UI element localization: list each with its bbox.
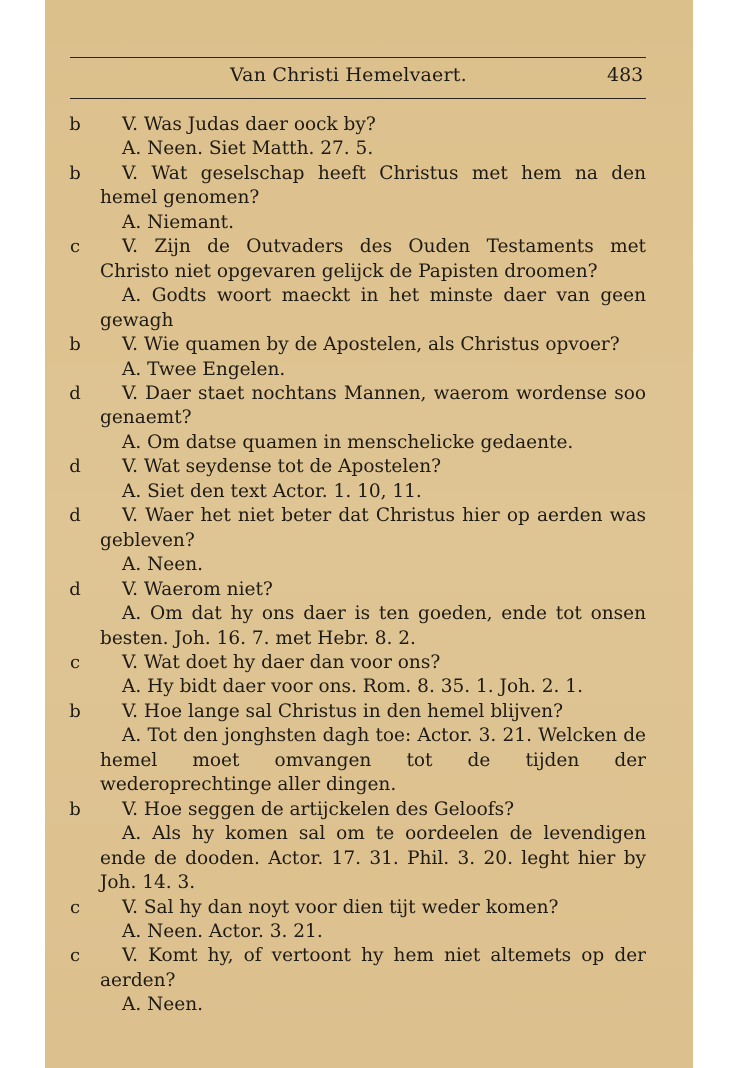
question: V. Hoe lange sal Christus in den hemel blijven?	[122, 700, 563, 722]
question: V. Daer staet nochtans Mannen, waerom wordense soo genaemt?	[100, 382, 646, 429]
qa-entry	[69, 333, 646, 382]
margin-marker: b	[69, 334, 81, 356]
margin-marker: c	[69, 651, 81, 673]
question: V. Wie quamen by de Apostelen, als Christus opvoer?	[122, 334, 620, 356]
header-rule-top	[70, 57, 646, 58]
margin-marker: d	[69, 578, 81, 600]
answer: A. Neen. Actor. 3. 21.	[122, 920, 323, 942]
answer: A. Neen. Siet Matth. 27. 5.	[122, 138, 374, 160]
qa-entry	[69, 578, 646, 651]
running-header-title: Van Christi Hemelvaert.	[230, 64, 467, 86]
qa-entry	[69, 235, 646, 333]
answer: A. Hy bidt daer voor ons. Rom. 8. 35. 1. Joh. 2. 1.	[122, 676, 583, 698]
margin-marker: c	[69, 945, 81, 967]
question: V. Wat doet hy daer dan voor ons?	[122, 651, 441, 673]
answer: A. Als hy komen sal om te oordeelen de levendigen ende de dooden. Actor. 17. 31. Phil. 3. 20. leght hier by Joh. 14. 3.	[100, 823, 646, 894]
margin-marker: d	[69, 456, 81, 478]
answer: A. Godts woort maeckt in het minste daer van geen gewagh	[100, 285, 646, 331]
margin-marker: c	[69, 236, 81, 258]
answer: A. Om datse quamen in menschelicke gedaente.	[122, 431, 574, 453]
qa-entry	[69, 504, 646, 577]
answer: A. Om dat hy ons daer is ten goeden, ende tot onsen besten. Joh. 16. 7. met Hebr. 8. 2.	[100, 603, 646, 649]
qa-entry	[69, 700, 646, 798]
qa-entry	[69, 944, 646, 1017]
margin-marker: b	[69, 162, 81, 184]
margin-marker: b	[69, 114, 81, 135]
question: V. Zijn de Outvaders des Ouden Testaments met Christo niet opgevaren gelijck de Papisten droomen?	[100, 236, 646, 282]
question: V. Waerom niet?	[122, 578, 273, 600]
answer: A. Neen.	[122, 994, 204, 1016]
answer: A. Neen.	[122, 554, 204, 576]
catechism-text	[69, 113, 646, 1018]
question: V. Was Judas daer oock by?	[122, 114, 376, 135]
margin-marker: d	[69, 382, 81, 404]
margin-marker: b	[69, 700, 81, 722]
margin-marker: c	[69, 896, 81, 918]
qa-entry	[69, 896, 646, 945]
qa-entry	[69, 455, 646, 504]
margin-marker: b	[69, 798, 81, 820]
answer: A. Niemant.	[122, 211, 234, 233]
question: V. Hoe seggen de artijckelen des Geloofs?	[122, 798, 515, 820]
qa-entry	[69, 798, 646, 896]
answer: A. Twee Engelen.	[122, 358, 286, 380]
answer: A. Tot den jonghsten dagh toe: Actor. 3. 21. Welcken de hemel moet omvangen tot de tijden der wederoprechtinge aller dingen.	[100, 725, 646, 796]
question: V. Komt hy, of vertoont hy hem niet altemets op der aerden?	[100, 945, 646, 991]
qa-entry	[69, 382, 646, 455]
question: V. Wat geselschap heeft Christus met hem na den hemel genomen?	[100, 162, 646, 209]
question: V. Waer het niet beter dat Christus hier op aerden was gebleven?	[100, 505, 646, 551]
answer: A. Siet den text Actor. 1. 10, 11.	[122, 480, 422, 502]
page-number: 483	[607, 64, 644, 86]
qa-entry	[69, 651, 646, 700]
header-rule-bottom	[70, 98, 646, 99]
margin-marker: d	[69, 505, 81, 527]
qa-entry	[69, 113, 646, 162]
question: V. Sal hy dan noyt voor dien tijt weder komen?	[122, 896, 559, 918]
question: V. Wat seydense tot de Apostelen?	[122, 456, 442, 478]
qa-entry	[69, 162, 646, 235]
